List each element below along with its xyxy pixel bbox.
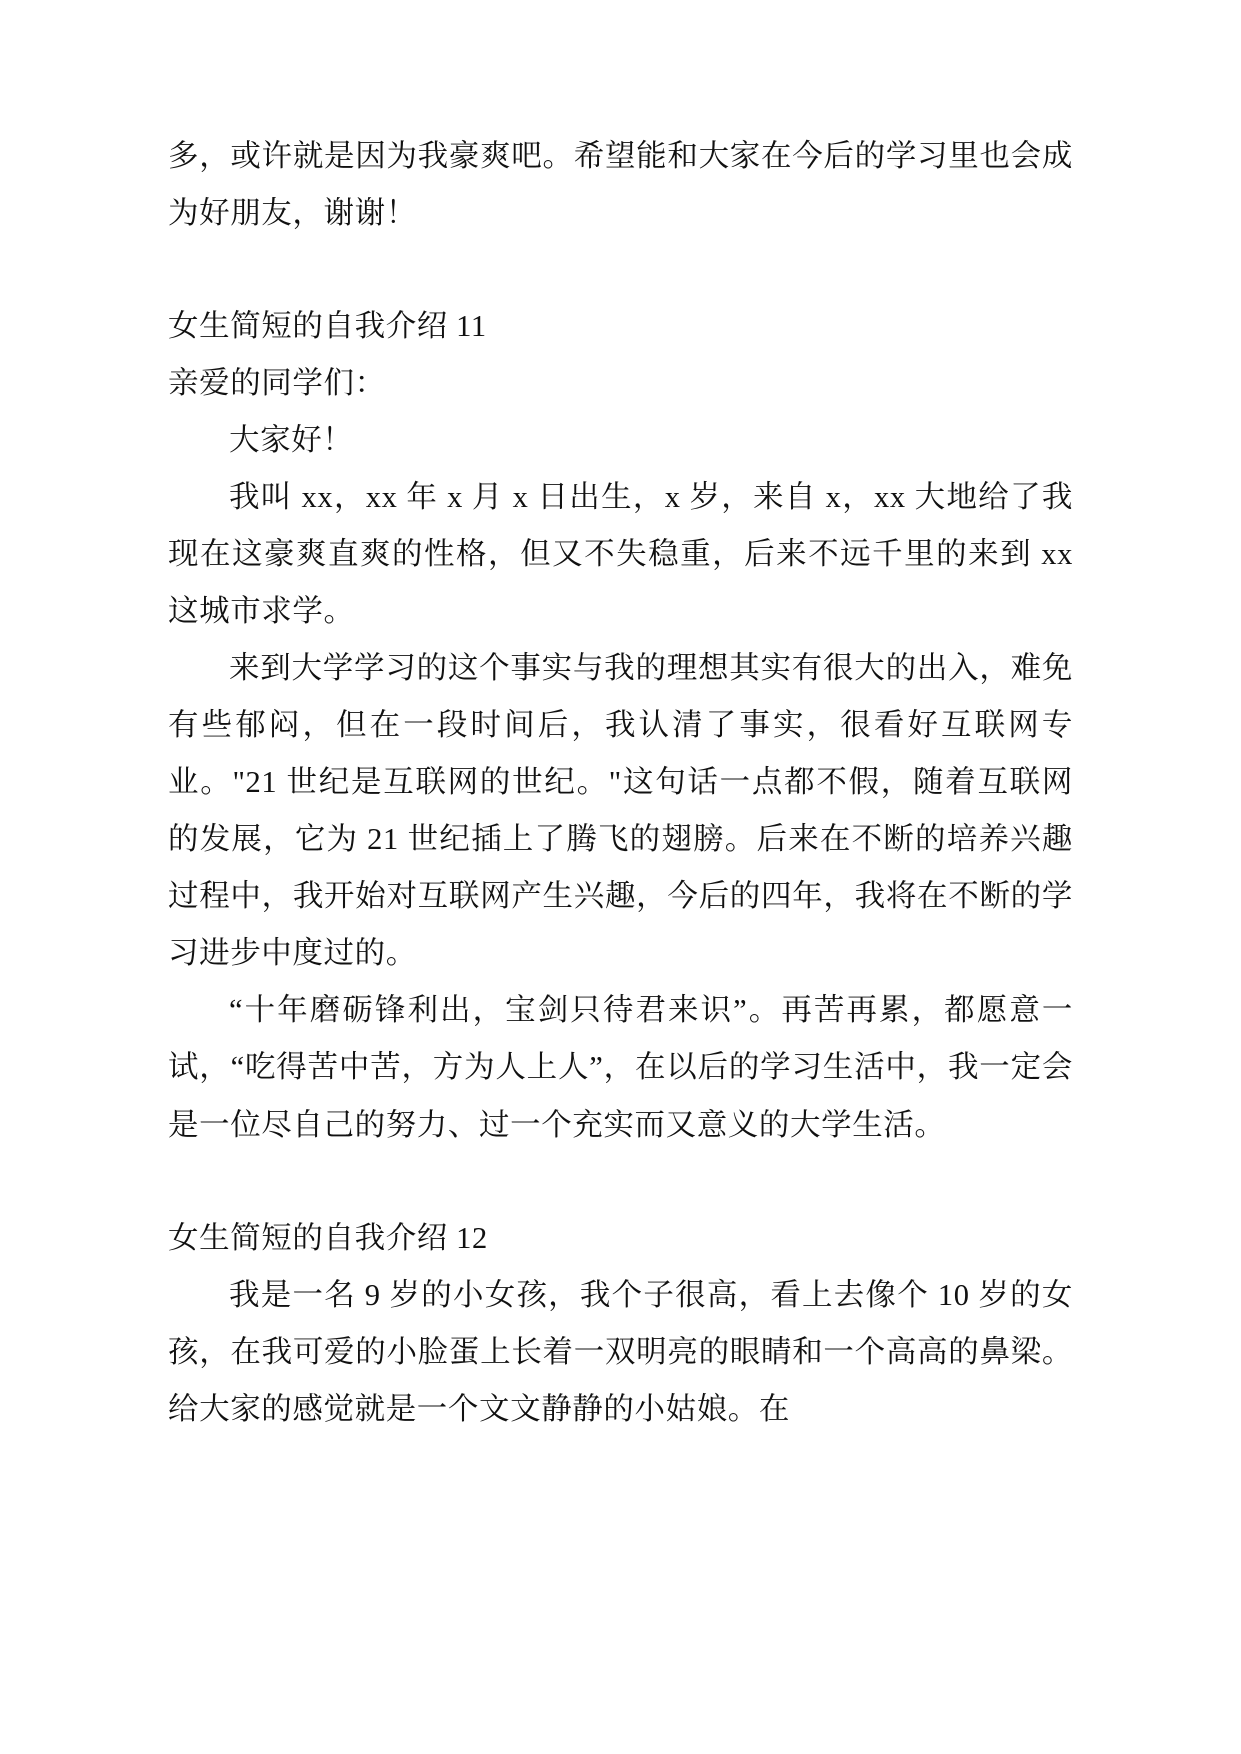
- paragraph-11-3: “十年磨砺锋利出，宝剑只待君来识”。再苦再累，都愿意一试，“吃得苦中苦，方为人上人”，在以后的学习生活中，我一定会是一位尽自己的努力、过一个充实而又意义的大学生活。: [168, 993, 1073, 1142]
- section-spacer: [168, 242, 1073, 298]
- salutation-11: 亲爱的同学们：: [168, 366, 386, 401]
- section-heading-12: 女生简短的自我介绍 12: [168, 1220, 488, 1255]
- paragraph-12-1: 我是一名 9 岁的小女孩，我个子很高，看上去像个 10 岁的女孩，在我可爱的小脸蛋上长着一双明亮的眼睛和一个高高的鼻梁。给大家的感觉就是一个文文静静的小姑娘。在: [168, 1277, 1073, 1426]
- document-body: [168, 128, 1073, 1438]
- paragraph-continuation: 多，或许就是因为我豪爽吧。希望能和大家在今后的学习里也会成为好朋友，谢谢！: [168, 139, 1073, 231]
- section-heading-11: 女生简短的自我介绍 11: [168, 309, 487, 344]
- greeting-11: 大家好！: [229, 423, 354, 458]
- section-spacer-2: [168, 1154, 1073, 1210]
- paragraph-11-2: 来到大学学习的这个事实与我的理想其实有很大的出入，难免有些郁闷，但在一段时间后，我认清了事实，很看好互联网专业。"21 世纪是互联网的世纪。"这句话一点都不假，随着互联网的发展，它为 21 世纪插上了腾飞的翅膀。后来在不断的培养兴趣过程中，我开始对互联网产生兴趣，今后的四年，我将在不断的学习进步中度过的。: [168, 651, 1073, 971]
- paragraph-11-1: 我叫 xx，xx 年 x 月 x 日出生，x 岁，来自 x，xx 大地给了我现在这豪爽直爽的性格，但又不失稳重，后来不远千里的来到 xx 这城市求学。: [168, 480, 1073, 629]
